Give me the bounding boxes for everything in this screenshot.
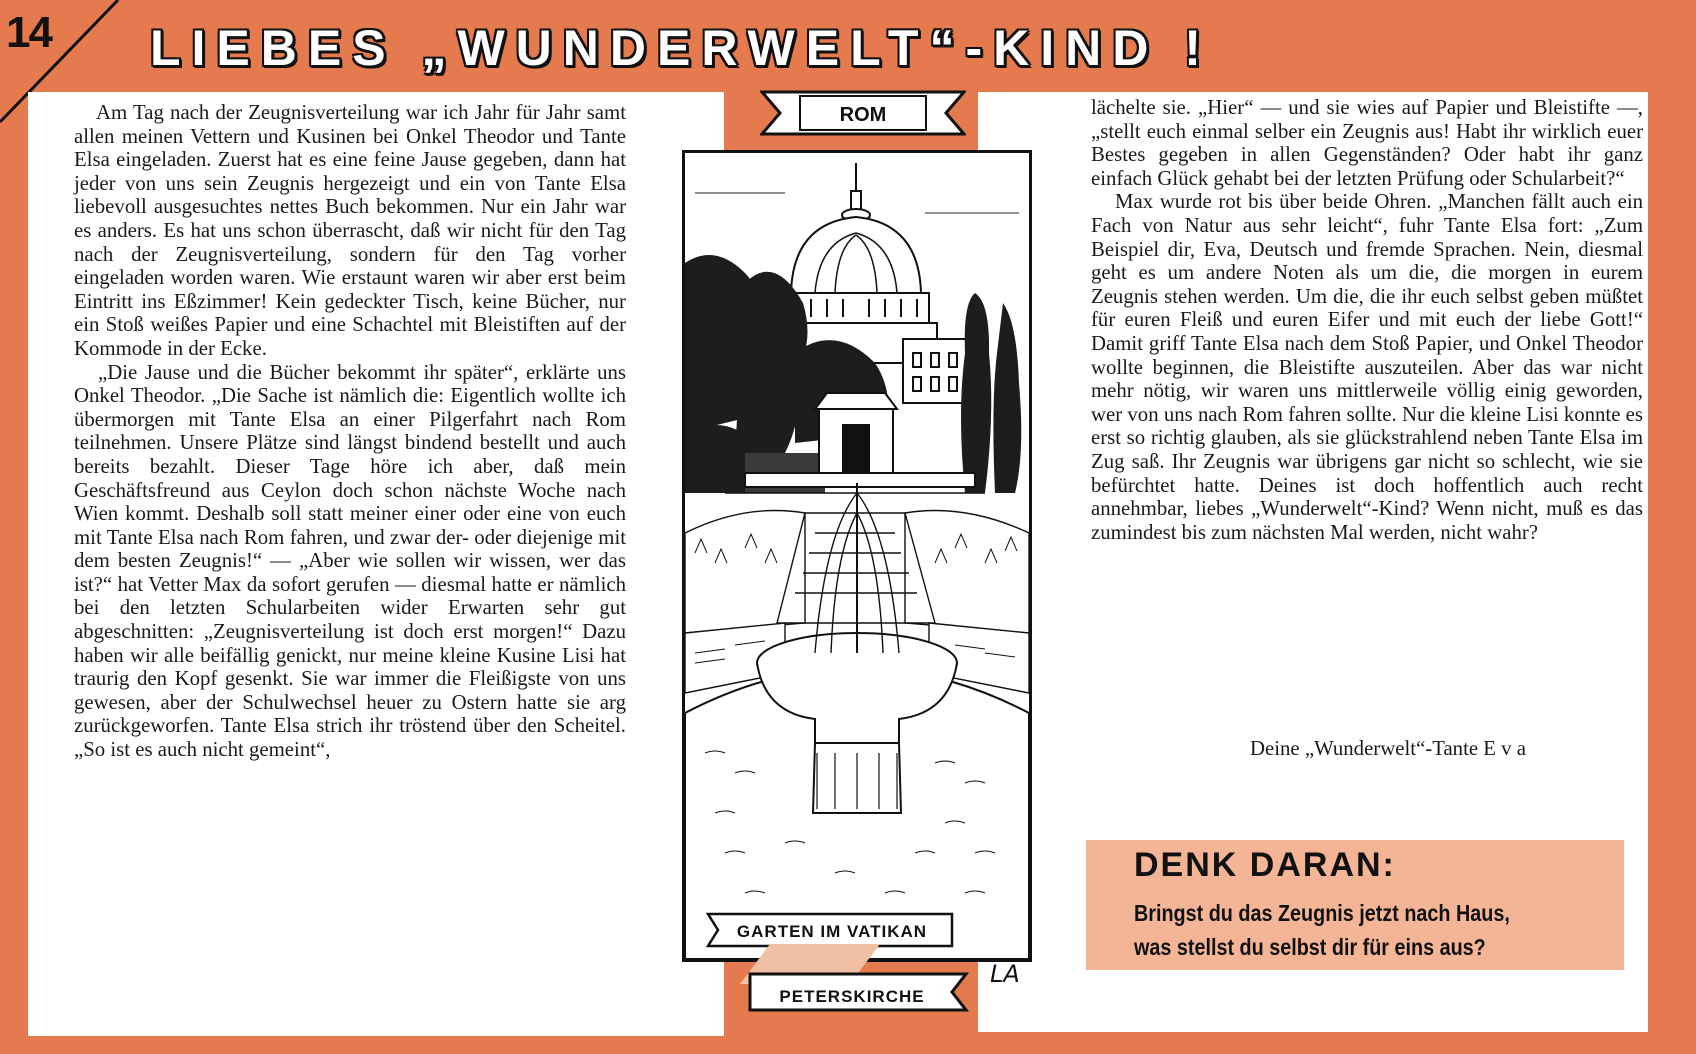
peterskirche-label: PETERSKIRCHE <box>779 987 925 1006</box>
denk-daran-box <box>1086 840 1624 970</box>
right-paragraph-1: lächelte sie. „Hier“ — und sie wies auf Papier und Bleistifte —, „stellt euch einmal selber ein Zeugnis aus! Habt ihr wirklich euer Bestes gegeben in allen Gegenständen? Oder habt ihr ganz einfach Glück gehabt bei der letzten Prüfung oder Schularbeit?“ <box>1091 96 1643 190</box>
callout-line-2: was stellst du selbst dir für eins aus? <box>1134 934 1486 960</box>
vatican-garden-illustration <box>682 150 1032 962</box>
illustration-caption: GARTEN IM VATIKAN <box>736 922 928 941</box>
rom-label: ROM <box>839 104 887 126</box>
callout-title: DENK DARAN: <box>1134 846 1396 884</box>
signature: Deine „Wunderwelt“-Tante E v a <box>1250 737 1527 760</box>
callout-text <box>1134 896 1616 964</box>
page-title: LIEBES „WUNDERWELT“-KIND ! <box>150 20 1212 76</box>
left-article-column <box>74 101 626 762</box>
peterskirche-banner <box>740 944 980 1020</box>
left-paragraph-1: Am Tag nach der Zeugnisverteilung war ich Jahr für Jahr samt allen meinen Vettern und Kusinen bei Onkel Theodor und Tante Elsa eingeladen. Zuerst hat es eine feine Jause gegeben, dann hat jeder von uns sein Zeugnis hergezeigt und ein von Tante Elsa liebevoll ausgesuchtes nettes Buch bekommen. Nur ein Jahr war es anders. Es hat uns schon überrascht, daß wir nicht für den Tag nach der Zeugnisverteilung, sondern für den Tag vorher eingeladen worden waren. Wie erstaunt waren wir aber erst beim Eintritt ins Eßzimmer! Kein gedeckter Tisch, keine Bücher, nur ein Stoß weißes Papier und eine Schachtel mit Bleistiften auf der Kommode in der Ecke. <box>74 101 626 360</box>
right-paragraph-2: Max wurde rot bis über beide Ohren. „Manchen fällt auch ein Fach von Natur aus sehr leicht“, fuhr Tante Elsa fort: „Zum Beispiel dir, Eva, Deutsch und fremde Sprachen. Nein, diesmal geht es um andere Noten als um die, die morgen in eurem Zeugnis stehen werden. Um die, die ihr euch selbst geben müßtet für euren Fleiß und euren Eifer und mit euch der liebe Gott!“ Damit griff Tante Elsa nach dem Stoß Papier, und Onkel Theodor wollte beginnen, die Bleistifte auszuteilen. Aber das war nicht mehr nötig, wir waren uns mittlerweile völlig einig geworden, wer von uns nach Rom fahren sollte. Nur die kleine Lisi konnte es erst so richtig glauben, als sie glückstrahlend neben Tante Elsa im Zug saß. Ihr Zeugnis war übrigens gar nicht so schlecht, wie sie befürchtet hatte. Deines ist doch hoffentlich auch recht annehmbar, liebes „Wunderwelt“-Kind? Wenn nicht, muß es das zumindest bis zum nächsten Mal werden, nicht wahr? <box>1091 190 1643 544</box>
rom-banner <box>760 86 966 140</box>
artist-mark: LA <box>990 960 1020 988</box>
page-number: 14 <box>6 8 51 57</box>
left-paragraph-2: „Die Jause und die Bücher bekommt ihr später“, erklärte uns Onkel Theodor. „Die Sache ist nämlich die: Eigentlich wollte ich übermorgen mit Tante Elsa an einer Pilgerfahrt nach Rom teilnehmen. Unsere Plätze sind längst bindend bestellt und auch bereits bezahlt. Dieser Tage höre ich aber, daß mein Geschäftsfreund aus Ceylon doch schon nächste Woche nach Wien kommt. Deshalb soll statt meiner einer oder eine von euch mit Tante Elsa nach Rom fahren, und zwar der- oder diejenige mit dem besten Zeugnis!“ — „Aber wie sollen wir wissen, wer das ist?“ hat Vetter Max da sofort gerufen — diesmal hatte er nämlich bei den letzten Schularbeiten wider Erwarten sehr gut abgeschnitten: „Zeugnisverteilung ist doch erst morgen!“ Dazu haben wir alle beifällig genickt, nur meine kleine Kusine Lisi hat traurig den Kopf gesenkt. Sie war immer die Fleißigste von uns gewesen, aber der Schulwechsel heuer zu Ostern hatte sie arg zurückgeworfen. Tante Elsa strich ihr tröstend über den Scheitel. „So ist es auch nicht gemeint“, <box>74 360 626 762</box>
right-article-column <box>1091 96 1643 544</box>
fountain-drawing <box>685 153 1029 959</box>
callout-line-1: Bringst du das Zeugnis jetzt nach Haus, <box>1134 900 1510 926</box>
